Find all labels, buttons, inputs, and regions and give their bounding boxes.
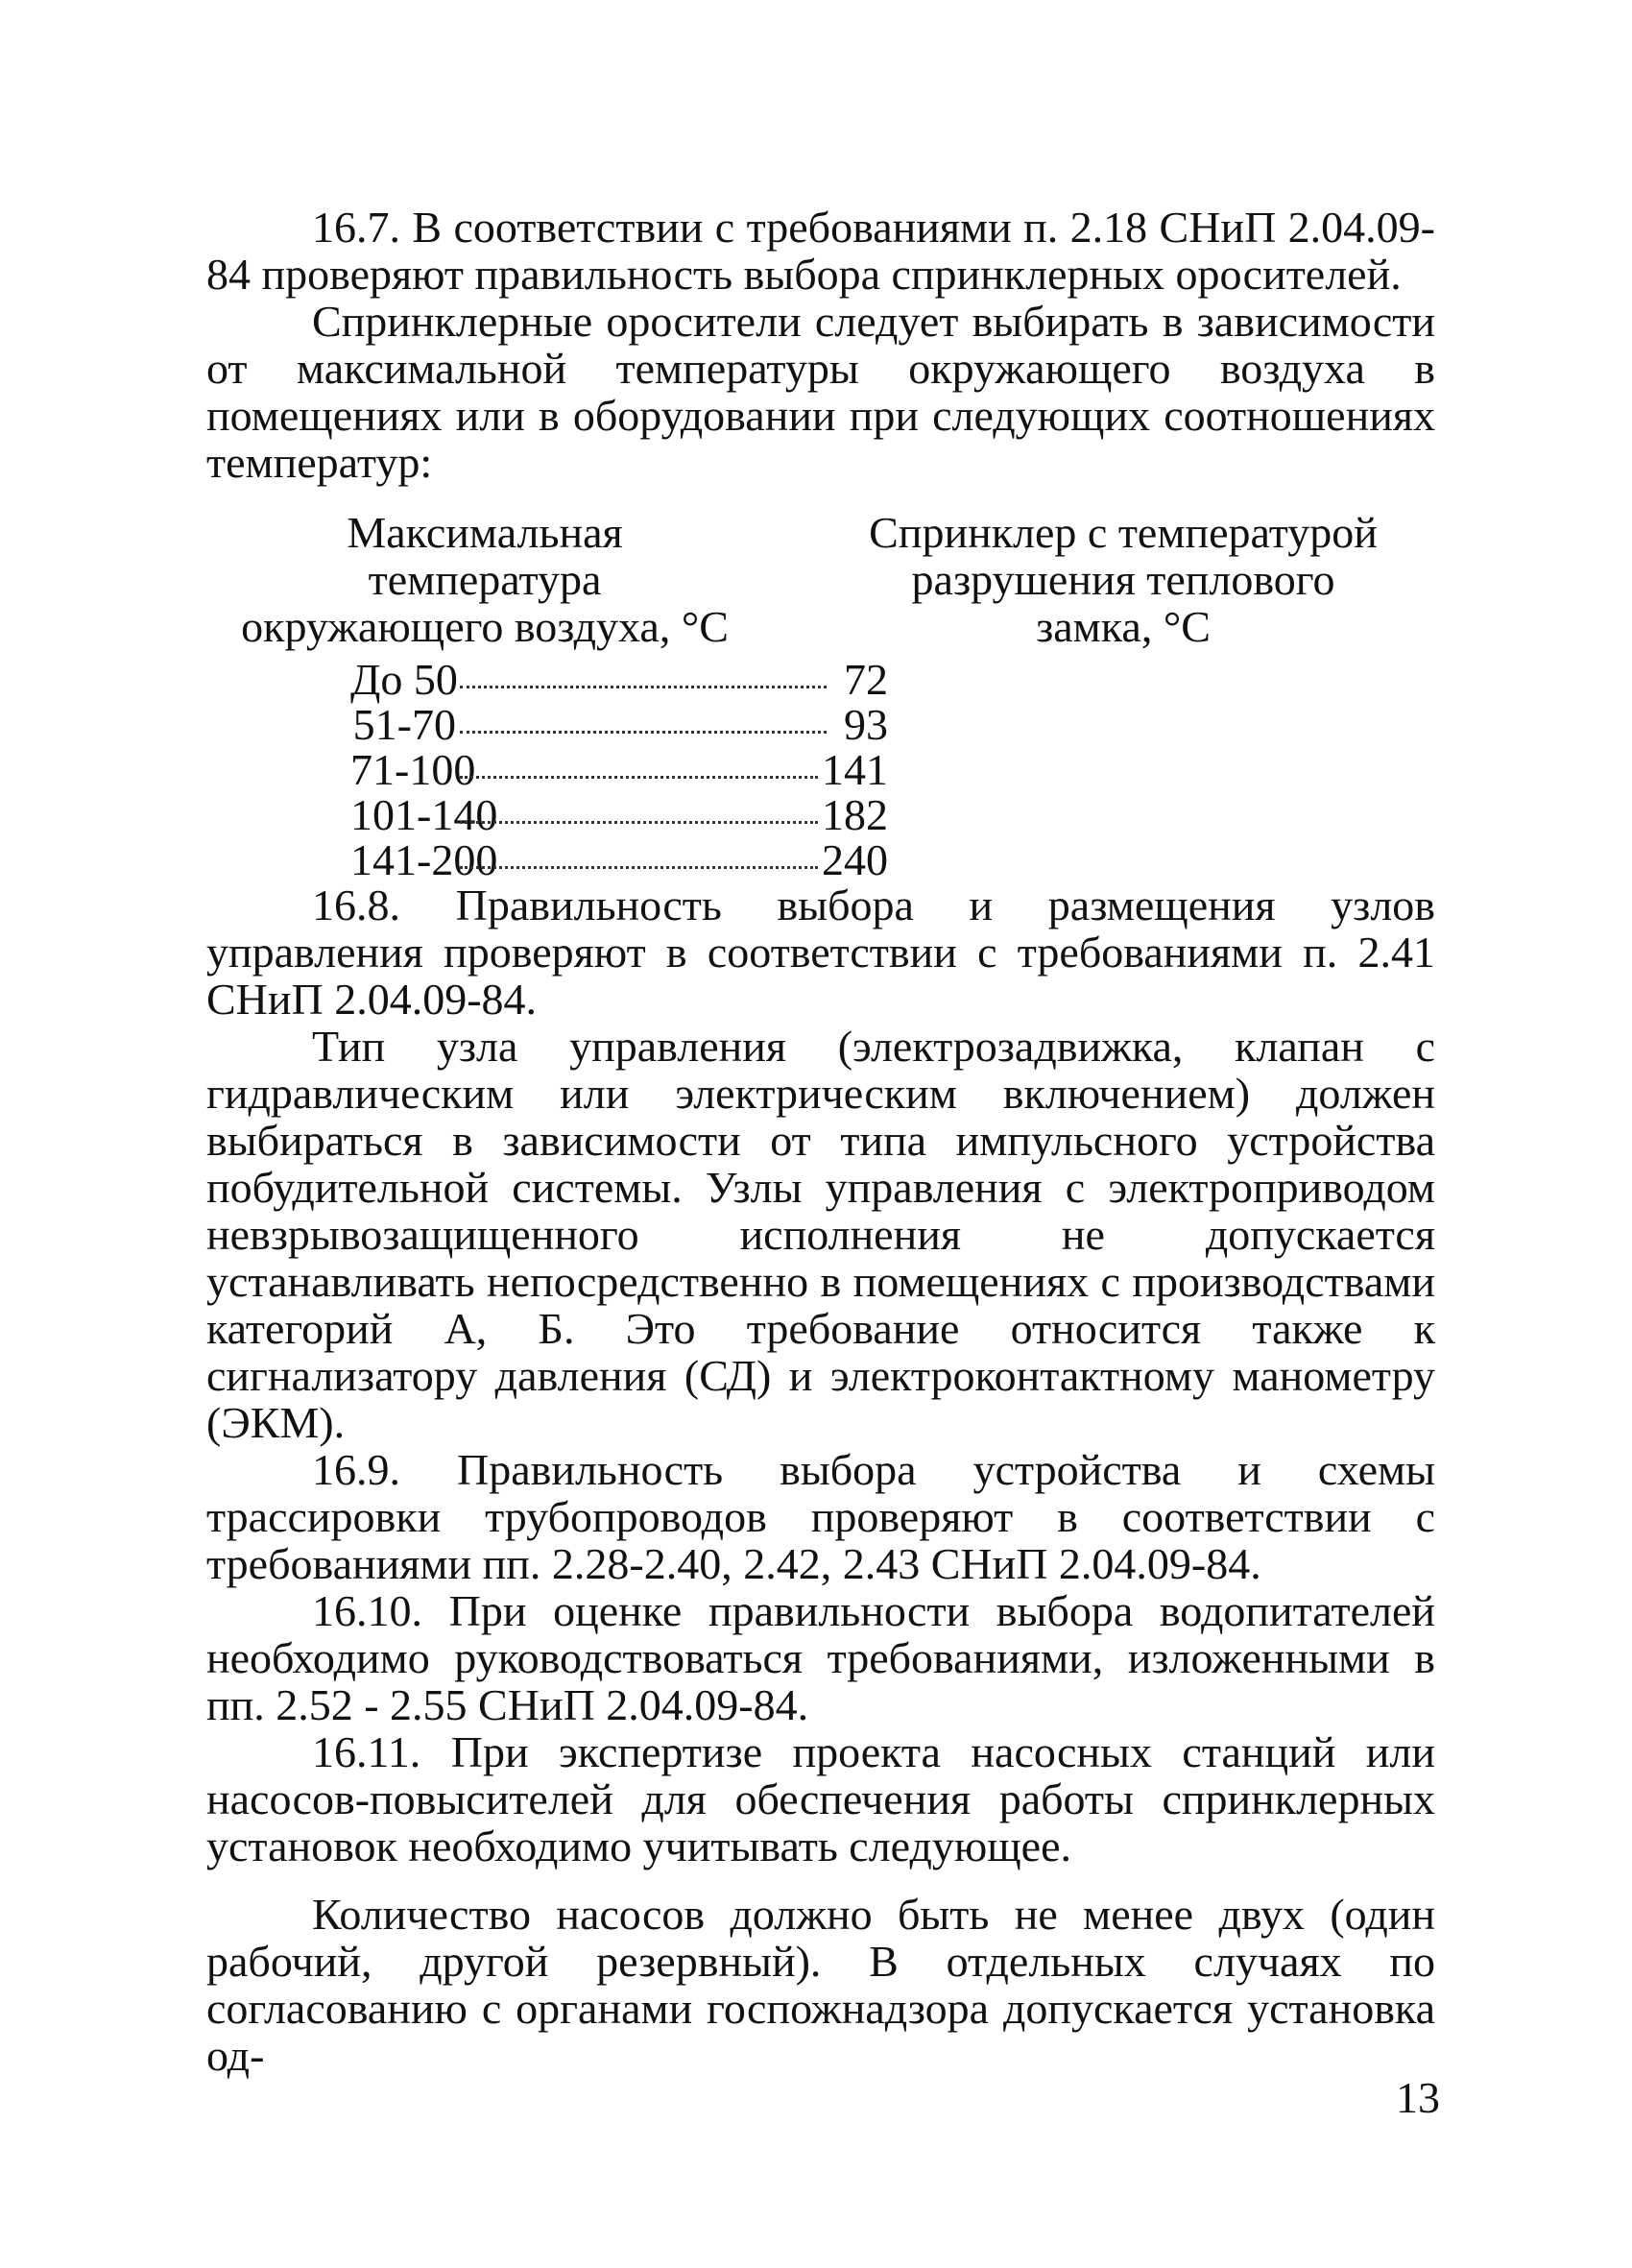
table-row <box>350 835 888 884</box>
table-row <box>350 745 888 794</box>
dot-leader <box>460 731 827 734</box>
table-header-max-air-temp: Максимальная температура окружающего воздуха, °С <box>241 508 729 651</box>
paragraph-16-8: 16.8. Правильность выбора и размещения узлов управления проверяют в соответствии с требованиями п. 2.41 СНиП 2.04.09-84. <box>206 881 1435 1024</box>
row-value: 72 <box>844 655 888 704</box>
paragraph-16-9: 16.9. Правильность выбора устройства и схемы трассировки трубопроводов проверяют в соответствии с требованиями пп. 2.28-2.40, 2.42, 2.43 СНиП 2.04.09-84. <box>206 1445 1435 1588</box>
dot-leader <box>460 776 818 779</box>
paragraph-pump-count: Количество насосов должно быть не менее двух (один рабочий, другой резервный). В отдельных случаях по согласованию с органами госпожнадзора допускается установка од- <box>206 1890 1435 2080</box>
dot-leader <box>460 686 827 688</box>
row-range: 101-140 <box>350 790 498 839</box>
row-value: 240 <box>822 835 888 884</box>
row-range: 141-200 <box>350 835 498 884</box>
page-number: 13 <box>1396 2073 1440 2122</box>
body-text <box>206 204 1435 2079</box>
table-row <box>350 655 888 704</box>
row-value: 93 <box>844 700 888 749</box>
paragraph-16-7: 16.7. В соответствии с требованиями п. 2.18 СНиП 2.04.09-84 проверяют правильность выбора спринклерных оросителей. <box>206 203 1435 299</box>
table-header-sprinkler-temp: Спринклер с температурой разрушения теплового замка, °С <box>869 508 1378 651</box>
paragraph-sprinkler-selection: Спринклерные оросители следует выбирать в зависимости от максимальной температуры окружающего воздуха в помещениях или в оборудовании при следующих соотношениях температур: <box>206 297 1435 487</box>
paragraph-16-10: 16.10. При оценке правильности выбора водопитателей необходимо руководствоваться требованиями, изложенными в пп. 2.52 - 2.55 СНиП 2.04.09-84. <box>206 1586 1435 1729</box>
table-rows <box>350 655 888 884</box>
row-value: 182 <box>822 790 888 839</box>
temperature-table <box>206 508 1435 884</box>
row-range: До 50 <box>350 655 458 704</box>
dot-leader <box>460 821 818 824</box>
row-range: 51-70 <box>352 700 456 749</box>
paragraph-control-unit-type: Тип узла управления (электрозадвижка, клапан с гидравлическим или электрическим включением) должен выбираться в зависимости от типа импульсного устройства побудительной системы. Узлы управления с электроприводом невзрывозащищенного исполнения не допускается устанавливать непосредственно в помещениях с производствами категорий А, Б. Это требование относится также к сигнализатору давления (СД) и электроконтактному манометру (ЭКМ). <box>206 1022 1435 1447</box>
paragraph-16-11: 16.11. При экспертизе проекта насосных станций или насосов-повысителей для обеспечения работы спринклерных установок необходимо учитывать следующее. <box>206 1727 1435 1870</box>
dot-leader <box>460 866 818 869</box>
table-row <box>350 790 888 839</box>
table-row <box>350 700 888 749</box>
row-range: 71-100 <box>350 745 476 794</box>
row-value: 141 <box>822 745 888 794</box>
